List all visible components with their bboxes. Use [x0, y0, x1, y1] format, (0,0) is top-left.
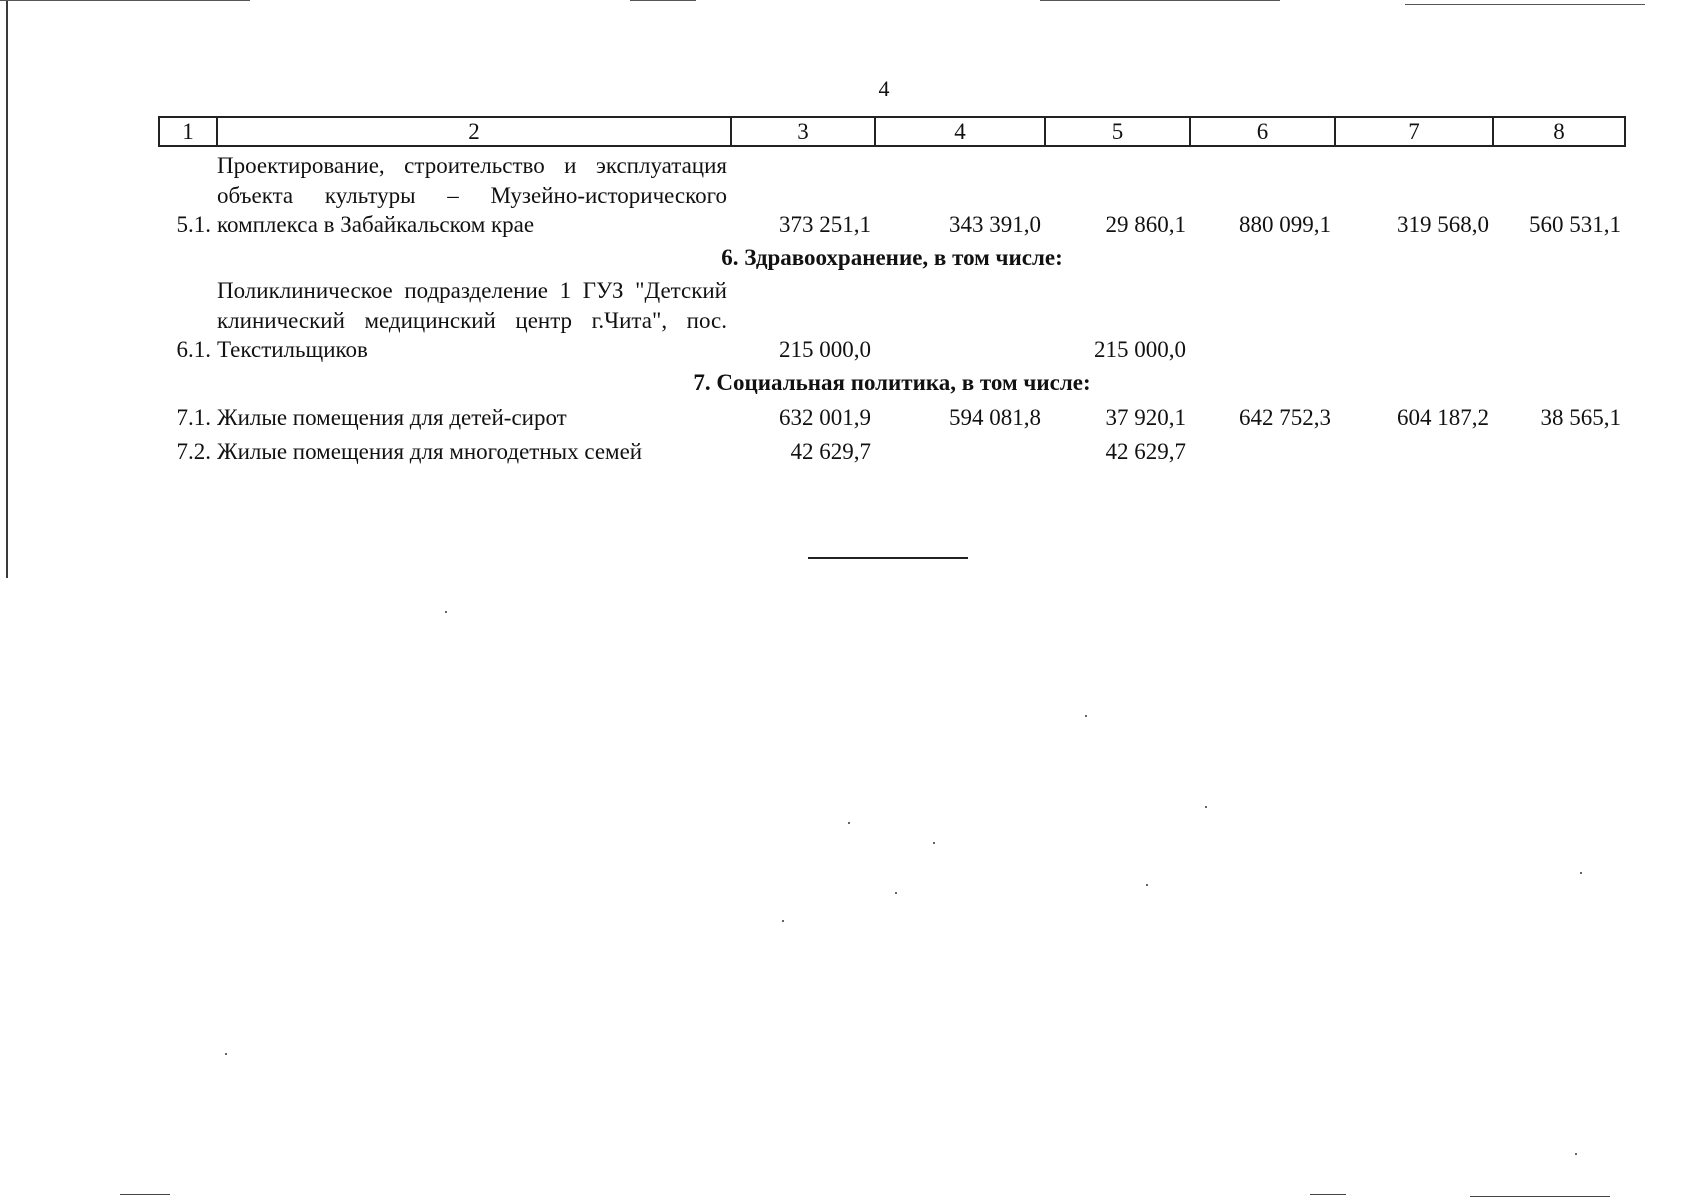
value-cell — [1335, 433, 1493, 467]
column-header: 6 — [1190, 117, 1335, 146]
table-row — [159, 276, 1625, 365]
value-cell: 632 001,9 — [779, 405, 871, 430]
table-row — [159, 433, 1625, 467]
scan-top-edge — [630, 0, 696, 1]
scan-speck — [933, 842, 935, 844]
value-cell — [1493, 433, 1625, 467]
value-cell: 38 565,1 — [1540, 405, 1621, 430]
row-description: Поликлиническое подразделение 1 ГУЗ "Детский клинический медицинский центр г.Чита", пос. Текстильщиков — [217, 278, 727, 362]
column-header: 2 — [217, 117, 731, 146]
scan-speck — [225, 1053, 227, 1055]
value-cell: 42 629,7 — [790, 438, 871, 464]
value-cell: 319 568,0 — [1397, 212, 1489, 237]
value-cell: 215 000,0 — [779, 337, 871, 362]
value-cell — [1493, 276, 1625, 365]
value-cell: 29 860,1 — [1105, 212, 1186, 237]
row-number: 6.1. — [176, 337, 211, 362]
row-number: 7.2. — [176, 438, 211, 464]
column-number-header-row — [159, 117, 1625, 146]
value-cell — [875, 276, 1045, 365]
value-cell — [1190, 433, 1335, 467]
section-heading-row — [159, 365, 1625, 402]
value-cell — [1335, 276, 1493, 365]
value-cell: 594 081,8 — [949, 405, 1041, 430]
value-cell: 343 391,0 — [949, 212, 1041, 237]
value-cell — [1190, 276, 1335, 365]
budget-table — [158, 116, 1626, 466]
table-row — [159, 401, 1625, 433]
scan-top-edge — [1040, 0, 1280, 1]
value-cell: 880 099,1 — [1239, 212, 1331, 237]
scan-bottom-edge — [1310, 1194, 1346, 1195]
row-description: Жилые помещения для детей-сирот — [217, 405, 567, 430]
scan-speck — [445, 611, 447, 613]
scan-bottom-edge — [1470, 1196, 1610, 1197]
value-cell: 642 752,3 — [1239, 405, 1331, 430]
value-cell: 37 920,1 — [1105, 405, 1186, 430]
scan-speck — [848, 822, 850, 824]
value-cell: 373 251,1 — [779, 212, 871, 237]
column-header: 3 — [731, 117, 875, 146]
scan-speck — [1146, 884, 1148, 886]
value-cell — [875, 433, 1045, 467]
column-header: 5 — [1045, 117, 1190, 146]
row-description: Жилые помещения для многодетных семей — [217, 438, 643, 464]
row-description: Проектирование, строительство и эксплуатация объекта культуры – Музейно-исторического комплекса в Забайкальском крае — [217, 153, 727, 237]
scan-speck — [895, 892, 897, 894]
value-cell: 604 187,2 — [1397, 405, 1489, 430]
column-header: 4 — [875, 117, 1045, 146]
table-row — [159, 146, 1625, 240]
column-header: 1 — [159, 117, 217, 146]
column-header: 8 — [1493, 117, 1625, 146]
row-number: 5.1. — [176, 212, 211, 237]
scan-top-edge — [1405, 4, 1645, 5]
scan-speck — [782, 920, 784, 922]
end-of-table-rule — [808, 557, 968, 559]
row-number: 7.1. — [176, 405, 211, 430]
section-heading: 6. Здравоохранение, в том числе: — [721, 244, 1063, 270]
value-cell: 215 000,0 — [1094, 337, 1186, 362]
value-cell: 560 531,1 — [1529, 212, 1621, 237]
section-heading: 7. Социальная политика, в том числе: — [693, 369, 1091, 395]
scan-speck — [1085, 715, 1087, 717]
scan-speck — [1580, 872, 1582, 874]
scan-speck — [1205, 806, 1207, 808]
scan-speck — [1575, 1153, 1577, 1155]
column-header: 7 — [1335, 117, 1493, 146]
section-heading-row — [159, 240, 1625, 277]
value-cell: 42 629,7 — [1105, 438, 1186, 464]
scan-bottom-edge — [120, 1194, 170, 1195]
scan-top-edge — [0, 0, 250, 1]
page-number: 4 — [878, 76, 890, 101]
